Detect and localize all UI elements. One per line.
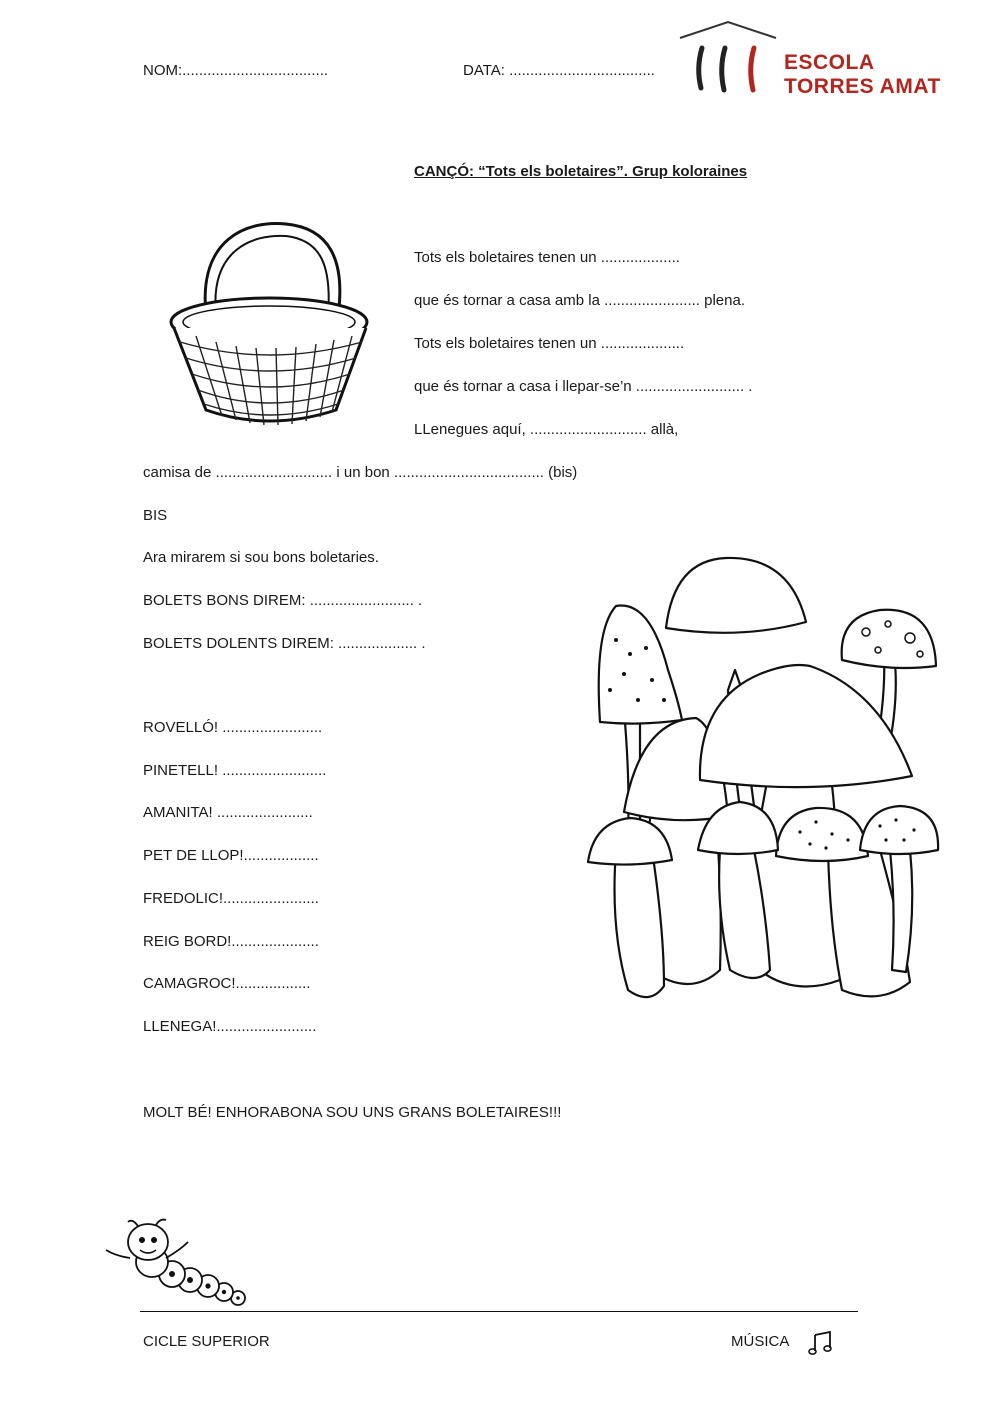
good-mushrooms-answer[interactable]: BOLETS BONS DIREM: ......................... . (143, 592, 423, 609)
quiz-intro: Ara mirarem si sou bons boletaries. (143, 549, 379, 566)
basket-illustration (168, 218, 374, 438)
caterpillar-illustration (100, 1218, 250, 1310)
song-bis: BIS (143, 507, 168, 524)
song-line-3: Tots els boletaires tenen un .................... (414, 335, 685, 352)
mushrooms-illustration (580, 550, 945, 1020)
footer-divider (140, 1311, 858, 1312)
closing-message: MOLT BÉ! ENHORABONA SOU UNS GRANS BOLETAIRES!!! (143, 1104, 562, 1121)
quiz-item-pet-de-llop[interactable]: PET DE LLOP!.................. (143, 847, 319, 864)
nom-field[interactable]: NOM:................................... (143, 62, 329, 79)
school-logo-mark (676, 18, 780, 96)
footer-cycle: CICLE SUPERIOR (143, 1333, 270, 1350)
quiz-item-reig-bord[interactable]: REIG BORD!..................... (143, 933, 319, 950)
quiz-item-rovello[interactable]: ROVELLÓ! ........................ (143, 719, 323, 736)
school-name-line2: TORRES AMAT (784, 75, 941, 98)
footer-subject: MÚSICA (731, 1333, 790, 1350)
quiz-item-camagroc[interactable]: CAMAGROC!.................. (143, 975, 311, 992)
data-field[interactable]: DATA: ................................... (463, 62, 655, 79)
song-line-2: que és tornar a casa amb la ....................... plena. (414, 292, 745, 309)
song-line-5: LLenegues aquí, ............................ allà, (414, 421, 679, 438)
quiz-item-llenega[interactable]: LLENEGA!........................ (143, 1018, 317, 1035)
quiz-item-amanita[interactable]: AMANITA! ....................... (143, 804, 313, 821)
quiz-item-fredolic[interactable]: FREDOLIC!....................... (143, 890, 319, 907)
bad-mushrooms-answer[interactable]: BOLETS DOLENTS DIREM: ................... . (143, 635, 426, 652)
school-name-line1: ESCOLA (784, 51, 875, 74)
music-note-icon (808, 1330, 834, 1356)
quiz-item-pinetell[interactable]: PINETELL! ......................... (143, 762, 327, 779)
song-title: CANÇÓ: “Tots els boletaires”. Grup koloraines (414, 163, 748, 180)
song-line-4: que és tornar a casa i llepar-se’n .......................... . (414, 378, 753, 395)
song-line-6: camisa de ............................ i un bon .................................... (bis) (143, 464, 578, 481)
song-line-1: Tots els boletaires tenen un ................... (414, 249, 680, 266)
